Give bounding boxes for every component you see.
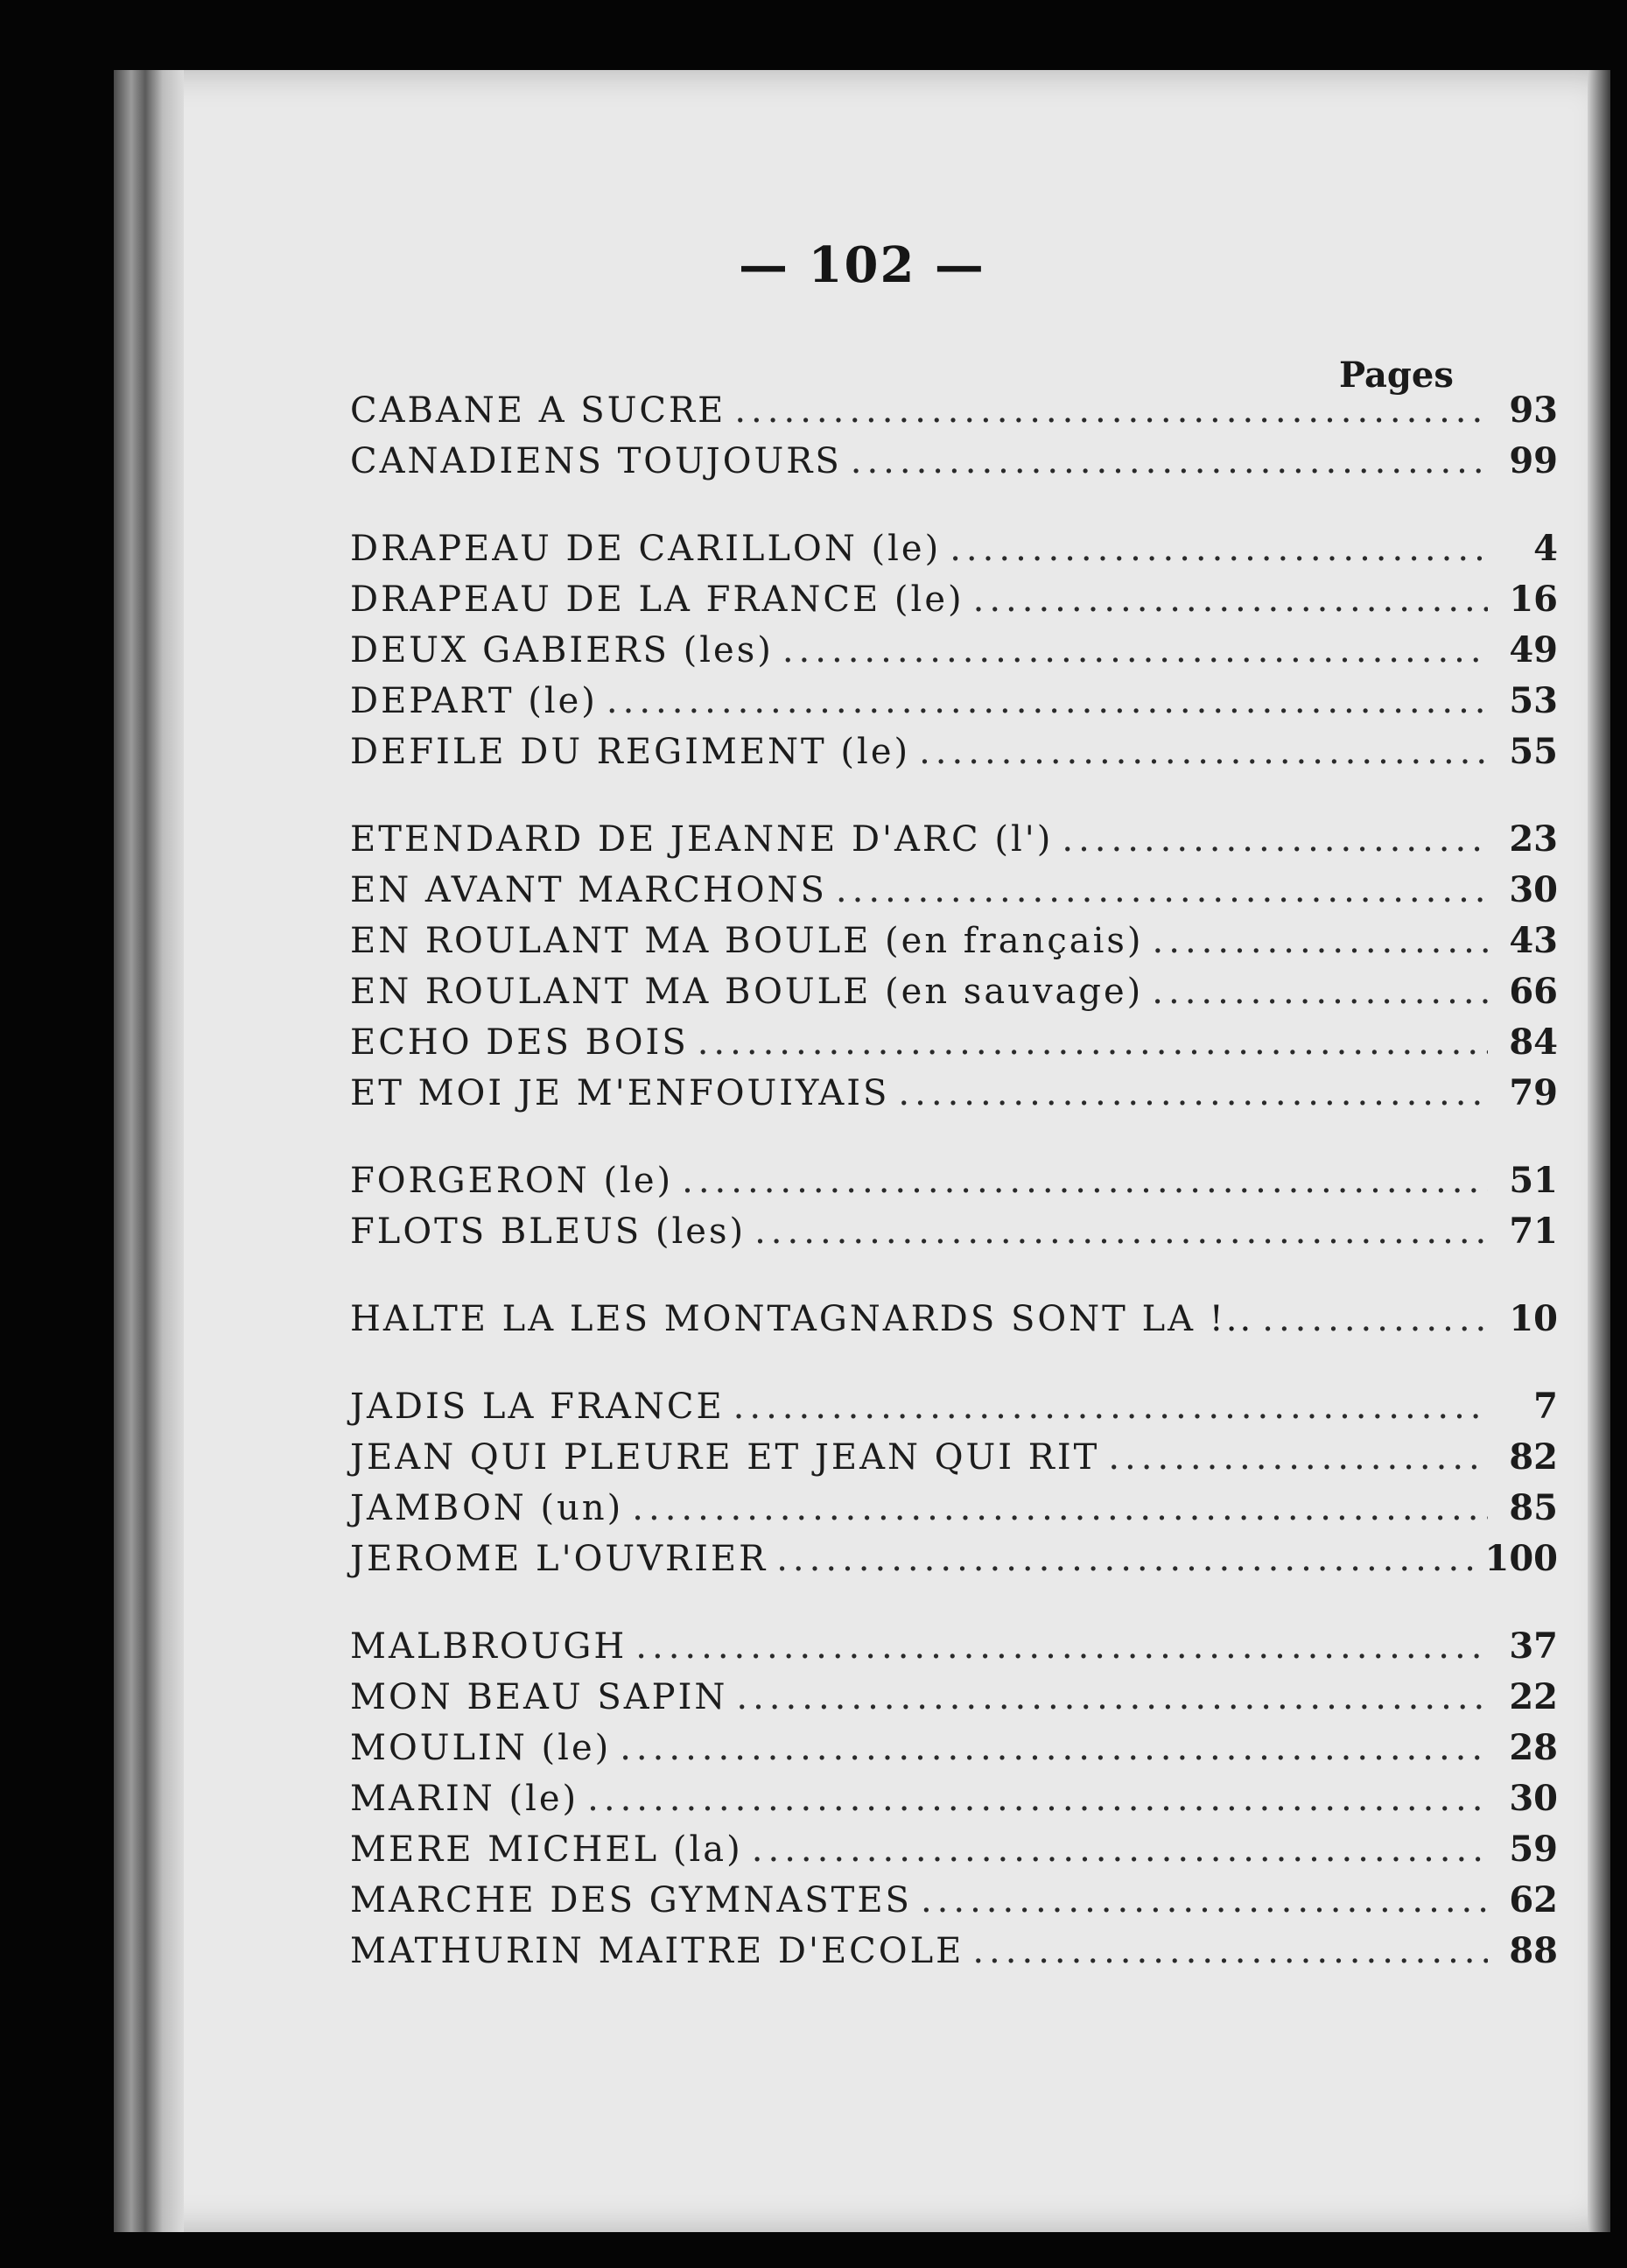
toc-entry-page: 82 <box>1509 1436 1558 1478</box>
toc-group <box>350 818 1558 1123</box>
toc-entry-title: CABANE A SUCRE <box>350 390 726 431</box>
toc-entry-page: 100 <box>1484 1538 1558 1579</box>
toc-entry <box>350 1160 1558 1211</box>
toc-entry-page: 37 <box>1509 1626 1558 1667</box>
toc-entry <box>350 869 1558 920</box>
toc-entry-page: 71 <box>1509 1211 1558 1252</box>
toc-entry-page: 62 <box>1509 1879 1558 1920</box>
dot-leader <box>754 1211 1488 1252</box>
toc-entry-title: ETENDARD DE JEANNE D'ARC (l') <box>350 819 1054 860</box>
toc-entry-page: 30 <box>1509 869 1558 910</box>
page-binding-edge <box>114 70 184 2232</box>
toc-entry <box>350 579 1558 629</box>
toc-entry-page: 79 <box>1509 1072 1558 1113</box>
toc-entry-page: 43 <box>1509 920 1558 961</box>
toc-entry-title: JEROME L'OUVRIER <box>350 1539 768 1579</box>
toc-entry-title: MARCHE DES GYMNASTES <box>350 1880 912 1920</box>
toc-entry <box>350 1436 1558 1487</box>
toc-entry <box>350 1626 1558 1676</box>
toc-entry-title: DEUX GABIERS (les) <box>350 630 774 671</box>
dot-leader <box>1152 972 1488 1012</box>
toc-entry-title: DRAPEAU DE CARILLON (le) <box>350 529 942 569</box>
toc-entry-title: MERE MICHEL (la) <box>350 1829 743 1870</box>
toc-entry-title: HALTE LA LES MONTAGNARDS SONT LA !.. <box>350 1299 1254 1339</box>
toc-entry-title: FORGERON (le) <box>350 1161 674 1201</box>
toc-entry <box>350 528 1558 579</box>
dot-leader <box>919 732 1488 772</box>
page-outer-edge <box>1588 70 1610 2232</box>
pages-column-header: Pages <box>1339 355 1454 396</box>
toc-entry-page: 7 <box>1533 1386 1558 1427</box>
dot-leader <box>898 1073 1488 1113</box>
toc-group <box>350 1160 1558 1261</box>
toc-entry-page: 4 <box>1533 528 1558 569</box>
toc-entry-title: MALBROUGH <box>350 1626 628 1667</box>
dot-leader <box>752 1829 1488 1870</box>
dot-leader <box>851 441 1488 481</box>
toc-entry-page: 10 <box>1509 1298 1558 1339</box>
toc-entry-title: EN ROULANT MA BOULE (en sauvage) <box>350 972 1144 1012</box>
toc-entry-title: ECHO DES BOIS <box>350 1022 689 1063</box>
book-page <box>114 70 1610 2232</box>
dot-leader <box>972 1931 1488 1971</box>
toc-group <box>350 1298 1558 1349</box>
toc-entry-page: 99 <box>1509 440 1558 481</box>
toc-entry <box>350 731 1558 782</box>
toc-entry-title: JAMBON (un) <box>350 1488 624 1528</box>
toc-entry-title: EN AVANT MARCHONS <box>350 870 827 910</box>
toc-entry <box>350 1676 1558 1727</box>
toc-entry <box>350 1211 1558 1261</box>
toc-entry <box>350 1829 1558 1879</box>
toc-entry-page: 85 <box>1509 1487 1558 1528</box>
toc-entry <box>350 629 1558 680</box>
dot-leader <box>1108 1437 1488 1478</box>
toc-entry-title: DEPART (le) <box>350 681 598 721</box>
dot-leader <box>635 1626 1488 1667</box>
toc-entry-page: 28 <box>1509 1727 1558 1768</box>
dot-leader <box>776 1539 1476 1579</box>
toc-entry-page: 53 <box>1509 680 1558 721</box>
toc-entry <box>350 1930 1558 1981</box>
toc-entry-title: FLOTS BLEUS (les) <box>350 1211 747 1252</box>
toc-entry <box>350 1727 1558 1778</box>
toc-entry-title: MOULIN (le) <box>350 1728 612 1768</box>
table-of-contents <box>350 390 1558 2018</box>
toc-entry-page: 16 <box>1509 579 1558 620</box>
toc-entry <box>350 1538 1558 1589</box>
dot-leader <box>782 630 1488 671</box>
toc-entry <box>350 1298 1558 1349</box>
toc-entry-title: DEFILE DU REGIMENT (le) <box>350 732 911 772</box>
dot-leader <box>950 529 1488 569</box>
toc-entry-title: MARIN (le) <box>350 1779 579 1819</box>
dot-leader <box>836 870 1488 910</box>
toc-entry-page: 88 <box>1509 1930 1558 1971</box>
toc-entry <box>350 1487 1558 1538</box>
toc-entry-page: 30 <box>1509 1778 1558 1819</box>
toc-entry <box>350 680 1558 731</box>
toc-entry-page: 23 <box>1509 818 1558 860</box>
toc-entry <box>350 818 1558 869</box>
toc-entry-page: 22 <box>1509 1676 1558 1717</box>
toc-group <box>350 528 1558 782</box>
toc-entry-page: 59 <box>1509 1829 1558 1870</box>
toc-entry-title: DRAPEAU DE LA FRANCE (le) <box>350 579 964 620</box>
toc-entry-page: 66 <box>1509 971 1558 1012</box>
toc-entry-page: 49 <box>1509 629 1558 671</box>
toc-entry <box>350 1072 1558 1123</box>
toc-entry-page: 93 <box>1509 390 1558 431</box>
toc-group <box>350 1626 1558 1981</box>
dot-leader <box>587 1779 1488 1819</box>
toc-entry-title: MATHURIN MAITRE D'ECOLE <box>350 1931 964 1971</box>
dot-leader <box>682 1161 1488 1201</box>
toc-entry-title: MON BEAU SAPIN <box>350 1677 728 1717</box>
dot-leader <box>1062 819 1488 860</box>
toc-entry-title: EN ROULANT MA BOULE (en français) <box>350 921 1144 961</box>
toc-entry-title: JADIS LA FRANCE <box>350 1387 725 1427</box>
toc-entry <box>350 1022 1558 1072</box>
toc-group <box>350 1386 1558 1589</box>
dot-leader <box>734 390 1488 431</box>
toc-entry-page: 55 <box>1509 731 1558 772</box>
toc-entry-title: JEAN QUI PLEURE ET JEAN QUI RIT <box>350 1437 1100 1478</box>
toc-entry <box>350 971 1558 1022</box>
toc-group <box>350 390 1558 491</box>
toc-entry <box>350 1386 1558 1436</box>
toc-entry-page: 51 <box>1509 1160 1558 1201</box>
dot-leader <box>698 1022 1488 1063</box>
dot-leader <box>607 681 1488 721</box>
toc-entry-page: 84 <box>1509 1022 1558 1063</box>
dot-leader <box>1153 921 1488 961</box>
dot-leader <box>921 1880 1488 1920</box>
toc-entry <box>350 1879 1558 1930</box>
toc-entry <box>350 1778 1558 1829</box>
toc-entry-title: ET MOI JE M'ENFOUIYAIS <box>350 1073 890 1113</box>
dot-leader <box>736 1677 1488 1717</box>
page-number: — 102 — <box>739 236 985 294</box>
toc-entry <box>350 390 1558 440</box>
dot-leader <box>620 1728 1488 1768</box>
toc-entry-title: CANADIENS TOUJOURS <box>350 441 842 481</box>
dot-leader <box>973 579 1488 620</box>
dot-leader <box>632 1488 1488 1528</box>
dot-leader <box>733 1387 1488 1427</box>
dot-leader <box>1262 1299 1488 1339</box>
toc-entry <box>350 920 1558 971</box>
toc-entry <box>350 440 1558 491</box>
